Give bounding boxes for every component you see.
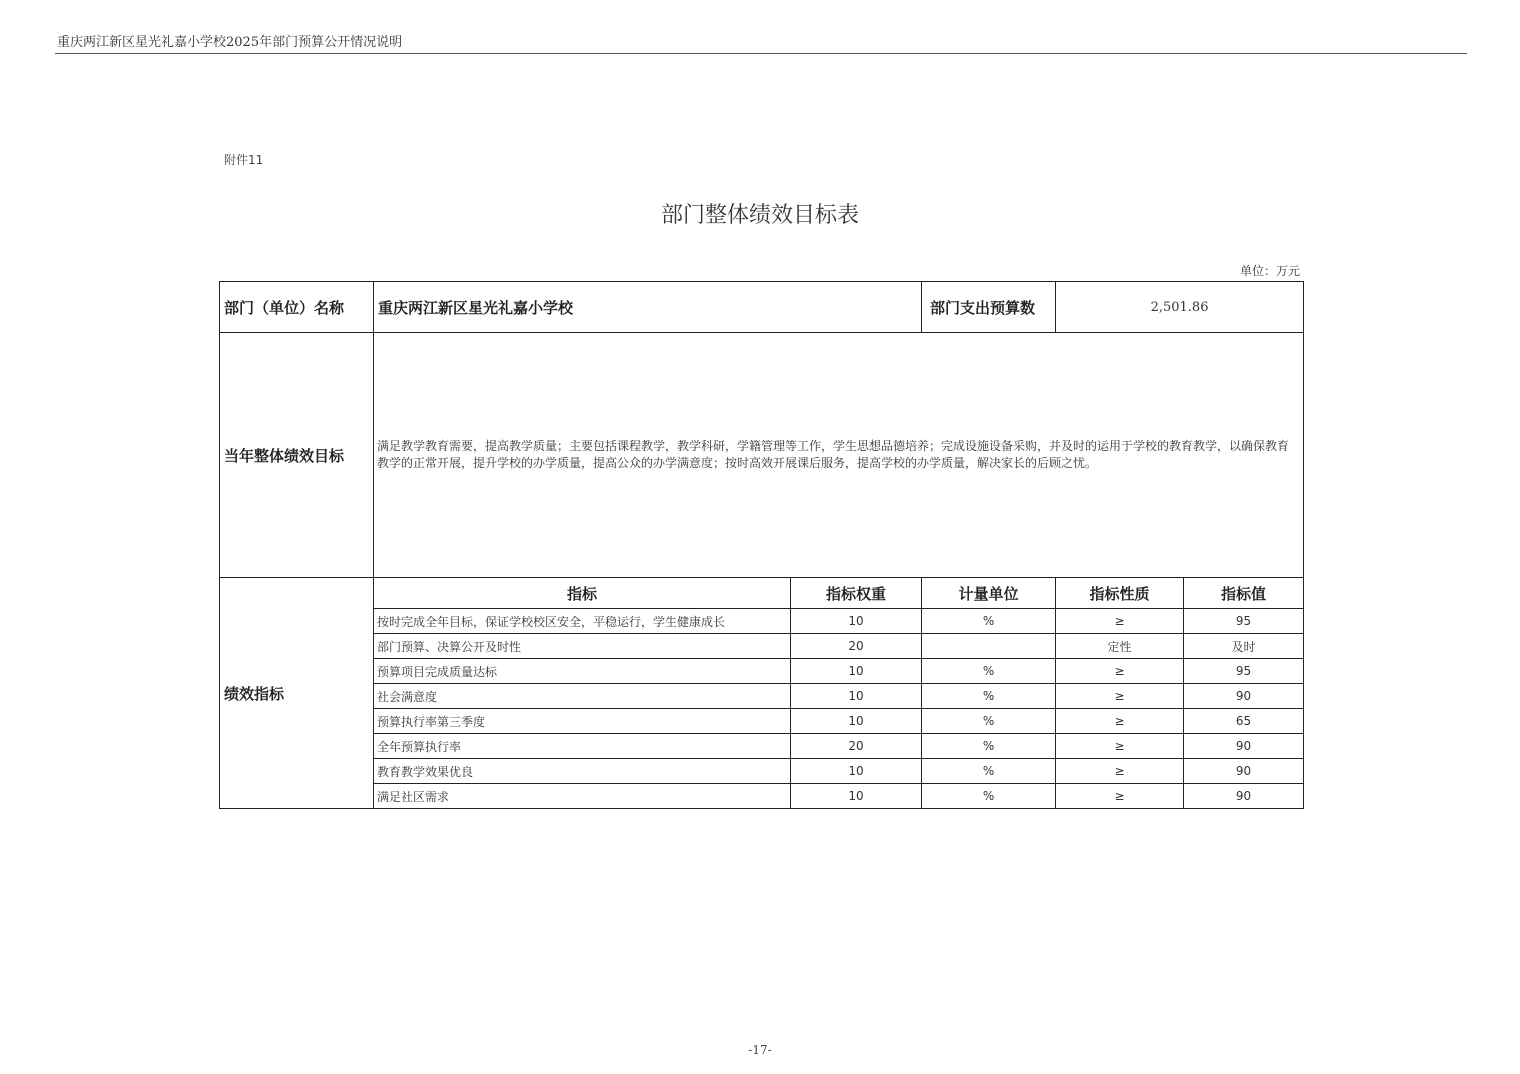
indicator-nature: ≥: [1056, 709, 1184, 734]
budget-label: 部门支出预算数: [922, 282, 1056, 333]
indicator-unit: [922, 634, 1056, 659]
annual-goal-label: 当年整体绩效目标: [220, 333, 374, 578]
indicator-header-row: [220, 578, 1304, 609]
indicator-nature: ≥: [1056, 609, 1184, 634]
indicator-value: 90: [1184, 684, 1304, 709]
indicator-unit: %: [922, 609, 1056, 634]
unit-label: 单位：万元: [1239, 264, 1300, 278]
indicator-name: 部门预算、决算公开及时性: [374, 634, 791, 659]
page-number: -17-: [748, 1043, 772, 1057]
indicator-unit: %: [922, 759, 1056, 784]
indicator-nature: ≥: [1056, 734, 1184, 759]
indicator-weight: 10: [791, 709, 922, 734]
table-row: [220, 609, 1304, 634]
indicator-value: 65: [1184, 709, 1304, 734]
indicator-nature: 定性: [1056, 634, 1184, 659]
indicator-value: 95: [1184, 659, 1304, 684]
dept-name-value: 重庆两江新区星光礼嘉小学校: [374, 282, 922, 333]
indicator-unit: %: [922, 709, 1056, 734]
indicator-value: 95: [1184, 609, 1304, 634]
indicator-nature: ≥: [1056, 684, 1184, 709]
indicator-nature: ≥: [1056, 659, 1184, 684]
indicator-value: 90: [1184, 734, 1304, 759]
column-header-weight: 指标权重: [791, 578, 922, 609]
document-title: 部门整体绩效目标表: [660, 203, 859, 228]
indicator-name: 社会满意度: [374, 684, 791, 709]
performance-goal-table: [219, 281, 1304, 809]
budget-value: 2,501.86: [1056, 282, 1304, 333]
indicator-weight: 20: [791, 734, 922, 759]
table-row: [220, 759, 1304, 784]
header-divider: [55, 53, 1467, 54]
table-row: [220, 634, 1304, 659]
column-header-indicator: 指标: [374, 578, 791, 609]
table-row: [220, 709, 1304, 734]
indicator-unit: %: [922, 659, 1056, 684]
table-row: [220, 784, 1304, 809]
indicator-value: 90: [1184, 784, 1304, 809]
indicator-weight: 10: [791, 784, 922, 809]
column-header-value: 指标值: [1184, 578, 1304, 609]
running-header-title: 重庆两江新区星光礼嘉小学校2025年部门预算公开情况说明: [57, 35, 403, 50]
indicator-name: 按时完成全年目标，保证学校校区安全，平稳运行，学生健康成长: [374, 609, 791, 634]
indicator-nature: ≥: [1056, 759, 1184, 784]
dept-name-label: 部门（单位）名称: [220, 282, 374, 333]
column-header-unit: 计量单位: [922, 578, 1056, 609]
indicator-unit: %: [922, 784, 1056, 809]
indicator-name: 教育教学效果优良: [374, 759, 791, 784]
indicator-weight: 10: [791, 759, 922, 784]
indicator-weight: 10: [791, 659, 922, 684]
indicator-value: 90: [1184, 759, 1304, 784]
indicator-weight: 10: [791, 609, 922, 634]
column-header-nature: 指标性质: [1056, 578, 1184, 609]
table-row: [220, 659, 1304, 684]
indicator-name: 全年预算执行率: [374, 734, 791, 759]
indicator-name: 满足社区需求: [374, 784, 791, 809]
dept-info-row: [220, 282, 1304, 333]
annual-goal-row: [220, 333, 1304, 578]
table-row: [220, 734, 1304, 759]
annual-goal-text: 满足教学教育需要，提高教学质量；主要包括课程教学，教学科研，学籍管理等工作，学生思想品德培养；完成设施设备采购，并及时的运用于学校的教育教学，以确保教育教学的正常开展，提升学校的办学质量，提高公众的办学满意度；按时高效开展课后服务，提高学校的办学质量，解决家长的后顾之忧。: [374, 333, 1304, 578]
indicator-nature: ≥: [1056, 784, 1184, 809]
table-row: [220, 684, 1304, 709]
indicator-value: 及时: [1184, 634, 1304, 659]
indicator-weight: 20: [791, 634, 922, 659]
indicator-name: 预算执行率第三季度: [374, 709, 791, 734]
indicator-unit: %: [922, 684, 1056, 709]
indicator-name: 预算项目完成质量达标: [374, 659, 791, 684]
attachment-label: 附件11: [224, 153, 264, 167]
indicator-weight: 10: [791, 684, 922, 709]
indicators-label: 绩效指标: [220, 578, 374, 809]
indicator-unit: %: [922, 734, 1056, 759]
